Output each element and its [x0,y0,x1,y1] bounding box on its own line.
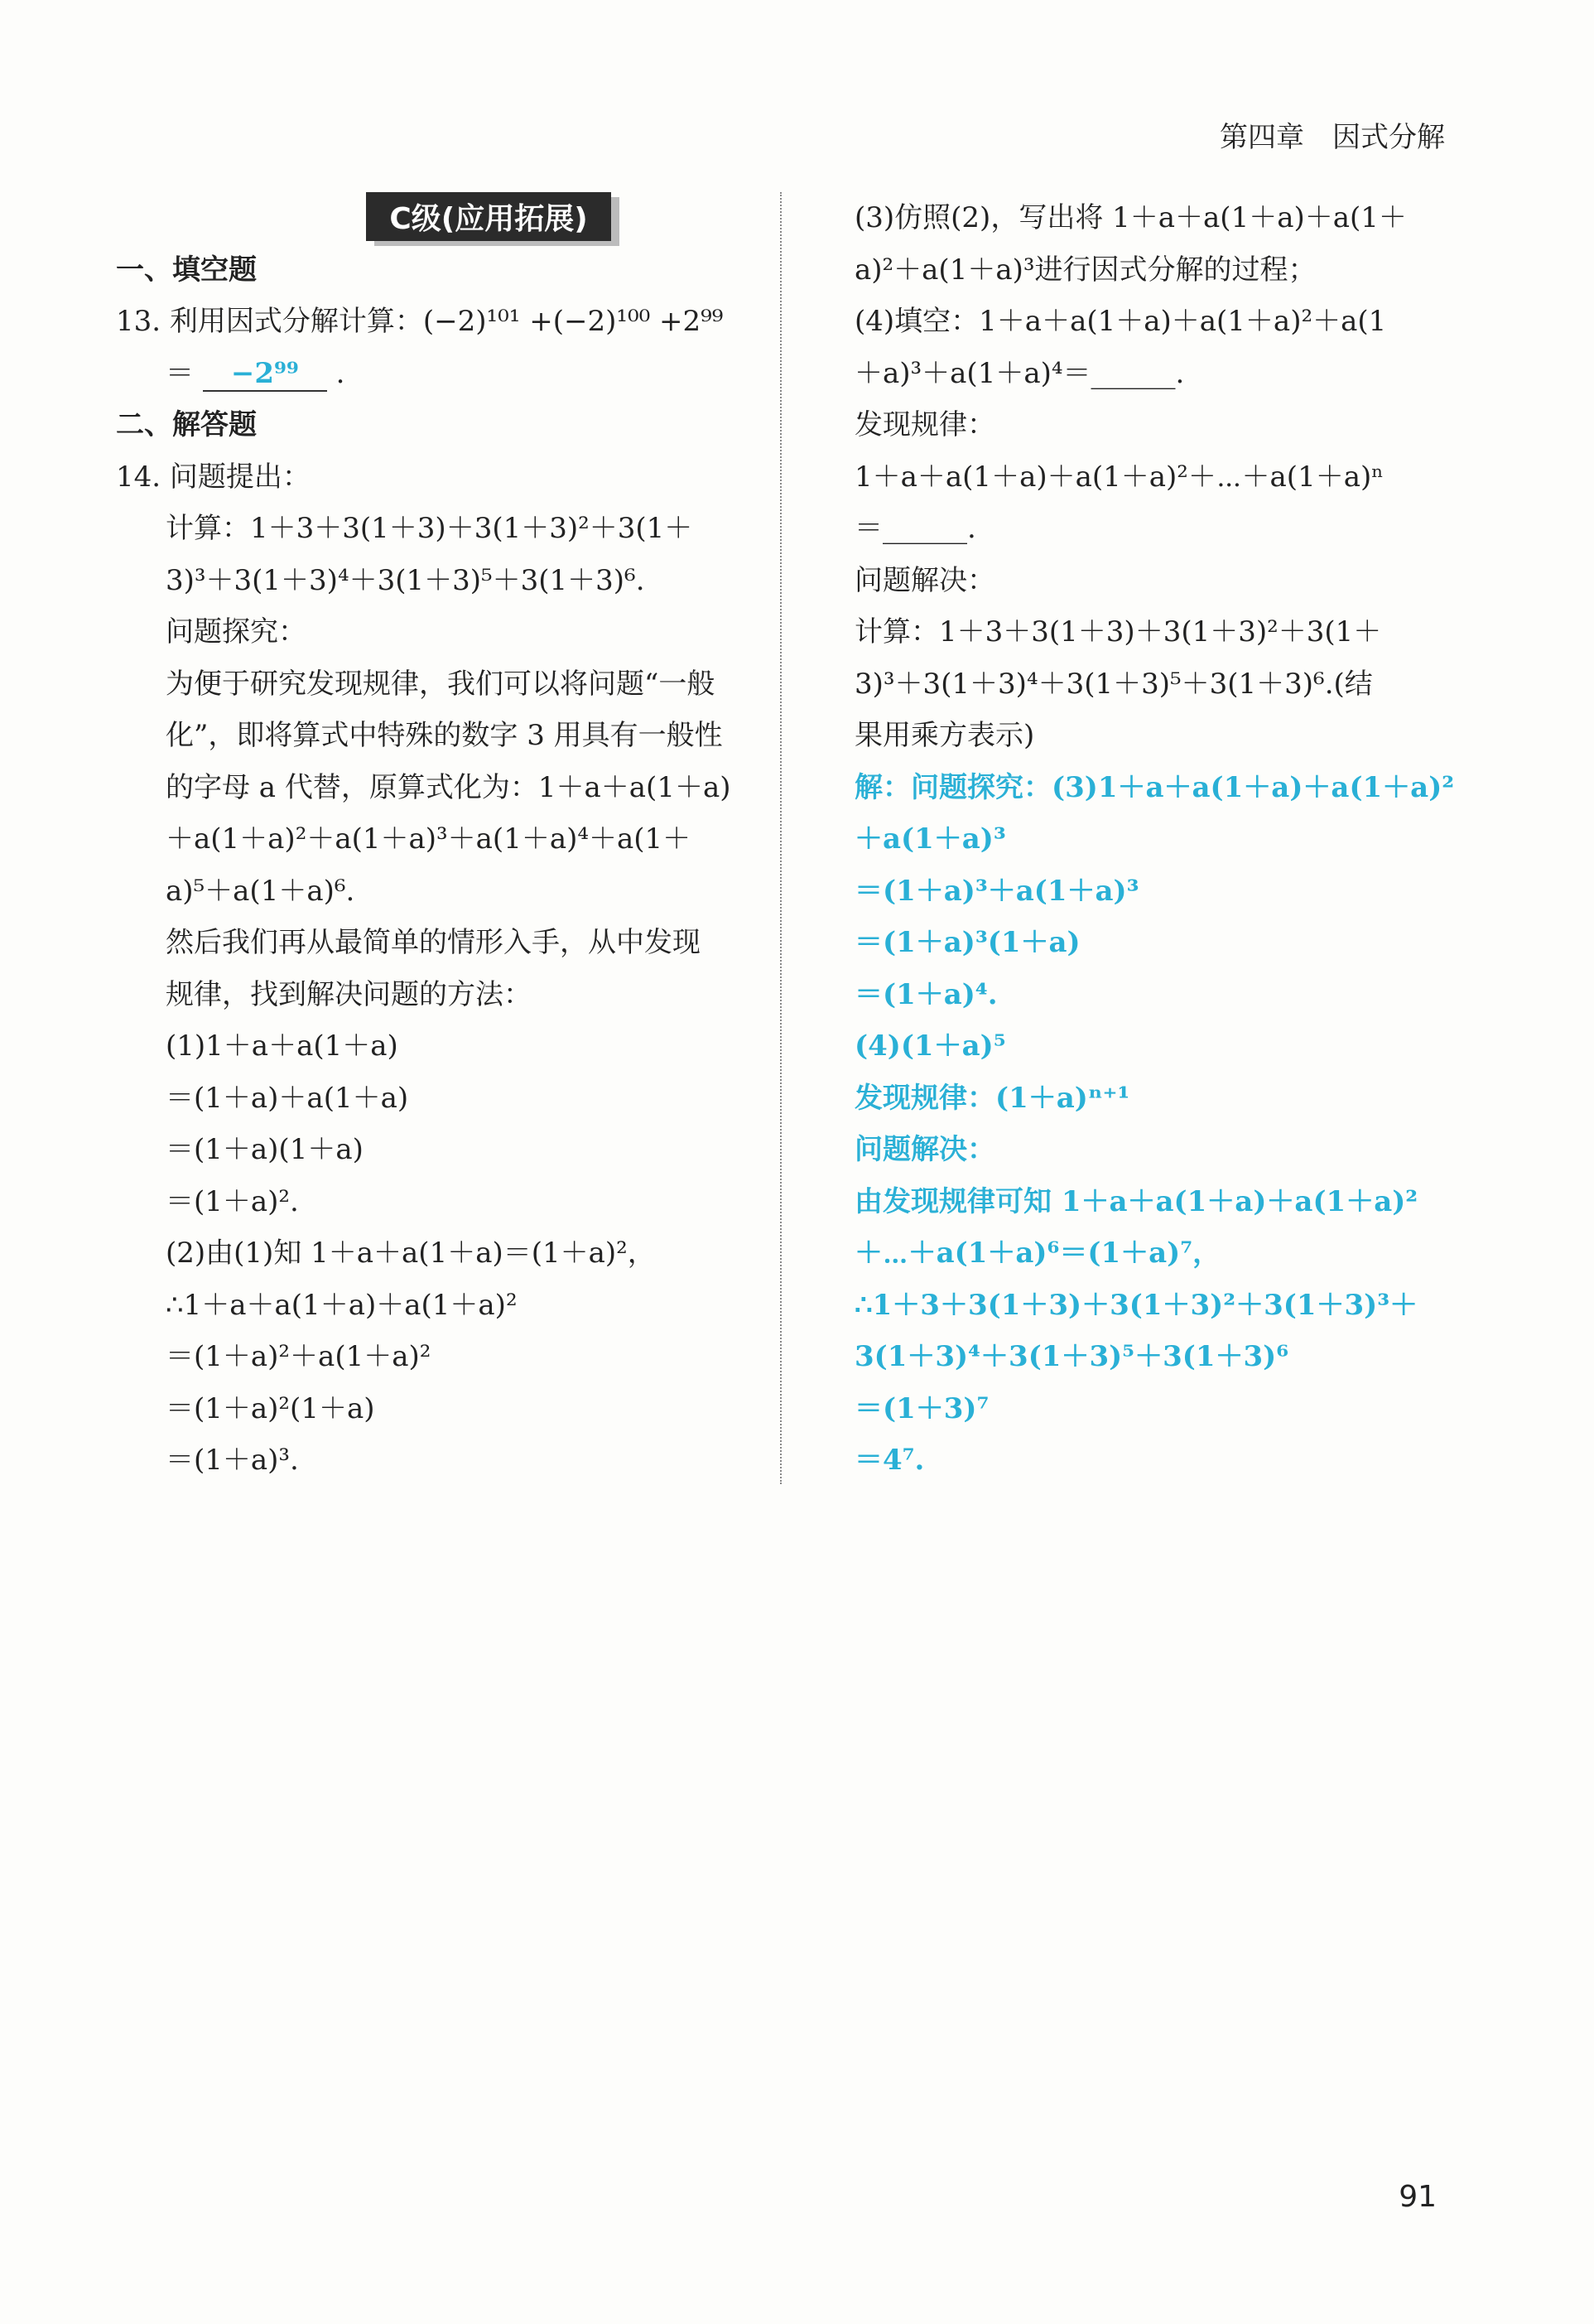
question-13: 13. 利用因式分解计算：(−2)¹⁰¹ +(−2)¹⁰⁰ +2⁹⁹ [116,305,724,338]
solution-line: ∴1＋3＋3(1＋3)＋3(1＋3)²＋3(1＋3)³＋ [855,1288,1418,1322]
solution-line: ＋a(1＋a)³ [855,822,1006,856]
text-line: 问题探究： [166,615,306,649]
solution-line: ＋⋯＋a(1＋a)⁶＝(1＋a)⁷， [855,1237,1221,1270]
solution-line: ＝4⁷. [855,1444,925,1477]
text-line: ＝______. [855,512,976,545]
text-line: a)²＋a(1＋a)³进行因式分解的过程； [855,253,1317,287]
math-line: ＝(1＋a)(1＋a) [166,1133,364,1166]
math-line: ＝(1＋a)²＋a(1＋a)² [166,1340,431,1373]
text-line: 化”，即将算式中特殊的数字 3 用具有一般性 [166,719,723,752]
solution-line: 3(1＋3)⁴＋3(1＋3)⁵＋3(1＋3)⁶ [855,1340,1289,1373]
solution-line: ＝(1＋a)³(1＋a) [855,926,1081,959]
math-line: ∴1＋a＋a(1＋a)＋a(1＋a)² [166,1288,518,1322]
level-title: C级(应用拓展) [366,192,610,241]
text-line: 然后我们再从最简单的情形入手，从中发现 [166,926,701,959]
column-divider [780,192,782,1484]
solution-line: ＝(1＋a)⁴. [855,977,998,1011]
text-line: 3)³＋3(1＋3)⁴＋3(1＋3)⁵＋3(1＋3)⁶. [166,563,645,597]
solution-line: 发现规律：(1＋a)ⁿ⁺¹ [855,1081,1130,1115]
left-column [116,192,762,1487]
math-line: ＝(1＋a)＋a(1＋a) [166,1081,409,1115]
solution-line: (4)(1＋a)⁵ [855,1029,1006,1063]
text-line: 1＋a＋a(1＋a)＋a(1＋a)²＋⋯＋a(1＋a)ⁿ [855,460,1384,494]
solution-line: ＝(1＋3)⁷ [855,1391,990,1425]
math-line: ＝(1＋a)²(1＋a) [166,1391,375,1425]
text-line: 3)³＋3(1＋3)⁴＋3(1＋3)⁵＋3(1＋3)⁶.(结 [855,667,1373,701]
text-line: 的字母 a 代替，原算式化为：1＋a＋a(1＋a) [166,770,731,804]
answer-blank: −2⁹⁹ [203,357,327,392]
question-14: 14. 问题提出： [116,460,311,494]
page-number: 91 [1399,2180,1437,2214]
text-line: (4)填空：1＋a＋a(1＋a)＋a(1＋a)²＋a(1 [855,305,1387,338]
solution-line: ＝(1＋a)³＋a(1＋a)³ [855,874,1139,908]
solution-line: 解：问题探究：(3)1＋a＋a(1＋a)＋a(1＋a)² [855,770,1455,804]
text-line: 为便于研究发现规律，我们可以将问题“一般 [166,667,715,701]
text-line: 问题解决： [855,563,995,597]
solution-line: 由发现规律可知 1＋a＋a(1＋a)＋a(1＋a)² [855,1184,1418,1218]
text-line: 计算：1＋3＋3(1＋3)＋3(1＋3)²＋3(1＋ [166,512,693,545]
solution-line: 问题解决： [855,1133,995,1166]
math-line: ＝(1＋a)³. [166,1444,299,1477]
text-line: ＋a(1＋a)²＋a(1＋a)³＋a(1＋a)⁴＋a(1＋ [166,822,691,856]
section-heading-answer: 二、解答题 [116,408,257,441]
text-line: a)⁵＋a(1＋a)⁶. [166,874,355,908]
text-line: 规律，找到解决问题的方法： [166,977,532,1011]
question-13-answer-line [116,348,762,400]
math-line: (1)1＋a＋a(1＋a) [166,1029,398,1063]
text-line: ＋a)³＋a(1＋a)⁴＝______. [855,356,1185,390]
math-line: (2)由(1)知 1＋a＋a(1＋a)＝(1＋a)²， [166,1237,656,1270]
text-line: (3)仿照(2)，写出将 1＋a＋a(1＋a)＋a(1＋ [855,201,1407,234]
section-heading-fill: 一、填空题 [116,253,257,287]
text-line: 计算：1＋3＋3(1＋3)＋3(1＋3)²＋3(1＋ [855,615,1382,649]
equals-sign: ＝ [166,356,194,390]
period: . [335,356,345,390]
text-line: 果用乘方表示) [855,719,1035,752]
text-line: 发现规律： [855,408,995,441]
right-column [855,192,1476,1487]
math-line: ＝(1＋a)². [166,1184,299,1218]
chapter-header: 第四章 因式分解 [1220,121,1445,154]
